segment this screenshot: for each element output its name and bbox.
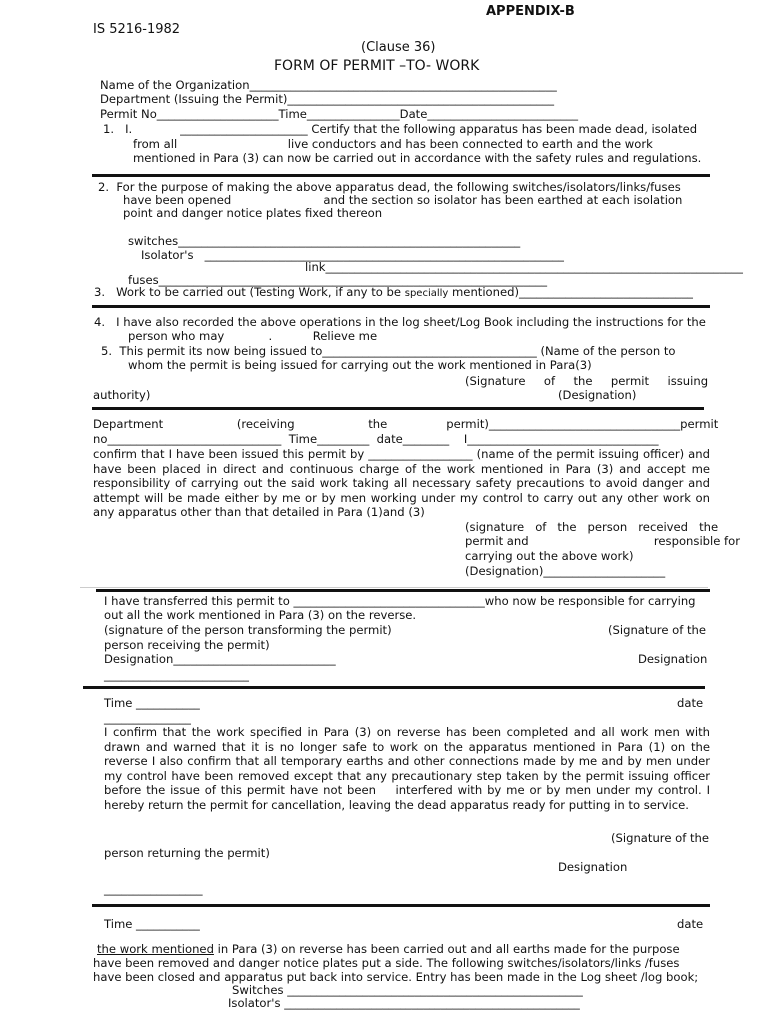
fuses-field: fuses___________________________________________________________________ [128,273,548,287]
receiving-permit-no-field: no______________________________ Time_________ date________ I_________________________________ [93,432,659,446]
divider-4 [96,589,710,592]
divider-4-shadow [80,587,708,588]
closure-line-1-rest: in Para (3) on reverse has been carried out and all earths made for the purpose [213,942,680,956]
appendix-label: APPENDIX-B [486,4,575,19]
divider-2 [92,305,710,308]
return-time-field: Time ___________ [104,696,200,710]
recipient-designation: Designation [638,652,708,666]
para-5-line-1: 5. This permit its now being issued to_____________________________________ (Name of the person to [101,344,676,358]
receiver-signature-3: carrying out the above work) [465,549,634,563]
recipient-designation-line: _________________________ [104,668,249,682]
standard-number: IS 5216-1982 [93,22,181,37]
transfer-line-2: out all the work mentioned in Para (3) on the reverse. [104,608,417,622]
returner-designation: Designation [558,860,628,874]
transferor-signature: (signature of the person transforming the permit) [104,623,392,637]
closure-time-field: Time ___________ [104,917,200,931]
receiver-designation: (Designation)_____________________ [465,564,666,578]
returner-designation-line: _________________ [104,882,203,896]
closure-date-label: date [677,917,704,931]
clause-label: (Clause 36) [361,40,436,55]
switches-field: switches___________________________________________________________ [128,234,521,248]
closure-line-1 [97,942,680,957]
closure-line-1-underlined: the work mentioned [97,942,214,956]
para-1-line-1: 1. I. ______________________ Certify that the following apparatus has been made dead, isolated [103,122,698,136]
para-5-line-2: whom the permit is being issued for carrying out the work mentioned in Para(3) [128,358,592,372]
issuer-designation: (Designation) [558,388,637,402]
para-3-text: 3. Work to be carried out (Testing Work, if any to be [94,285,402,299]
para-3-end: mentioned)______________________________ [452,285,693,299]
org-field: Name of the Organization_____________________________________________________ [100,78,557,92]
para-4-line-1: 4. I have also recorded the above operations in the log sheet/Log Book including the instructions for the [94,315,706,329]
issuer-authority: authority) [93,388,151,402]
closure-isolators-field: Isolator's ___________________________________________________ [228,996,580,1010]
closure-switches-field: Switches ___________________________________________________ [232,983,583,997]
returner-signature-2: person returning the permit) [104,846,270,860]
recipient-signature-2: person receiving the permit) [104,638,270,652]
form-title: FORM OF PERMIT –TO- WORK [274,58,480,74]
para-4-line-2: person who may . Relieve me [128,329,378,343]
transfer-line-1: I have transferred this permit to _________________________________who now be responsible for carrying [104,594,696,608]
para-2-line-2: have been opened and the section so isolator has been earthed at each isolation [123,193,683,207]
recipient-signature: (Signature of the [608,623,707,637]
return-date-line: _______________ [104,711,191,725]
return-date-label: date [677,696,704,710]
closure-line-2: have been removed and danger notice plates put a side. The following switches/isolators/links /fuses [93,956,680,970]
para-2-line-3: point and danger notice plates fixed thereon [123,206,383,220]
permit-no-field: Permit No_____________________Time________________Date__________________________ [100,107,579,121]
divider-3 [92,407,704,410]
para-1-line-3: mentioned in Para (3) can now be carried out in accordance with the safety rules and regulations. [133,151,702,165]
divider-6 [92,904,710,907]
issuer-signature: (Signature of the permit issuing [465,374,709,388]
receiver-signature-2: permit and responsible for [465,534,741,548]
dept-issuing-field: Department (Issuing the Permit)______________________________________________ [100,92,555,106]
para-3-specially: specially [404,288,449,299]
isolators-field: Isolator's ______________________________________________________________ [141,248,564,262]
transferor-designation: Designation____________________________ [104,652,336,666]
divider-1 [92,174,710,177]
receiver-confirmation: confirm that I have been issued this permit by __________________ (name of the permit issuing officer) and have been placed in direct and continuous charge of the work mentioned in Para (3) and accept me responsibility of carrying out the said work taking all necessary safety precautions to avoid danger and attempt will be made either by me or by men working under my control to carry out any other work on any apparatus other than that detailed in Para (1)and (3) [93,447,710,519]
receiving-dept-field: Department (receiving the permit)_________________________________permit [93,417,719,431]
returner-signature: (Signature of the [611,831,710,845]
para-2-line-1: 2. For the purpose of making the above apparatus dead, the following switches/isolators/links/fuses [98,180,681,194]
completion-confirmation: I confirm that the work specified in Para (3) on reverse has been completed and all work men with drawn and warned that it is no longer safe to work on the apparatus mentioned in Para (1) on the reverse I also confirm that all temporary earths and other connections made by me and by men under my control have been removed except that any precautionary step taken by the permit issuing officer before the issue of this permit have not been interfered with by me or by men under my control. I hereby return the permit for cancellation, leaving the dead apparatus ready for putting in to service. [104,725,710,812]
para-3 [94,285,693,302]
para-1-line-2: from all live conductors and has been connected to earth and the work [133,137,653,151]
divider-5 [83,686,705,689]
link-field: link________________________________________________________________________ [305,260,743,274]
receiver-signature-1: (signature of the person received the [465,520,719,534]
closure-line-3: have been closed and apparatus put back into service. Entry has been made in the Log sheet /log book; [93,970,699,984]
